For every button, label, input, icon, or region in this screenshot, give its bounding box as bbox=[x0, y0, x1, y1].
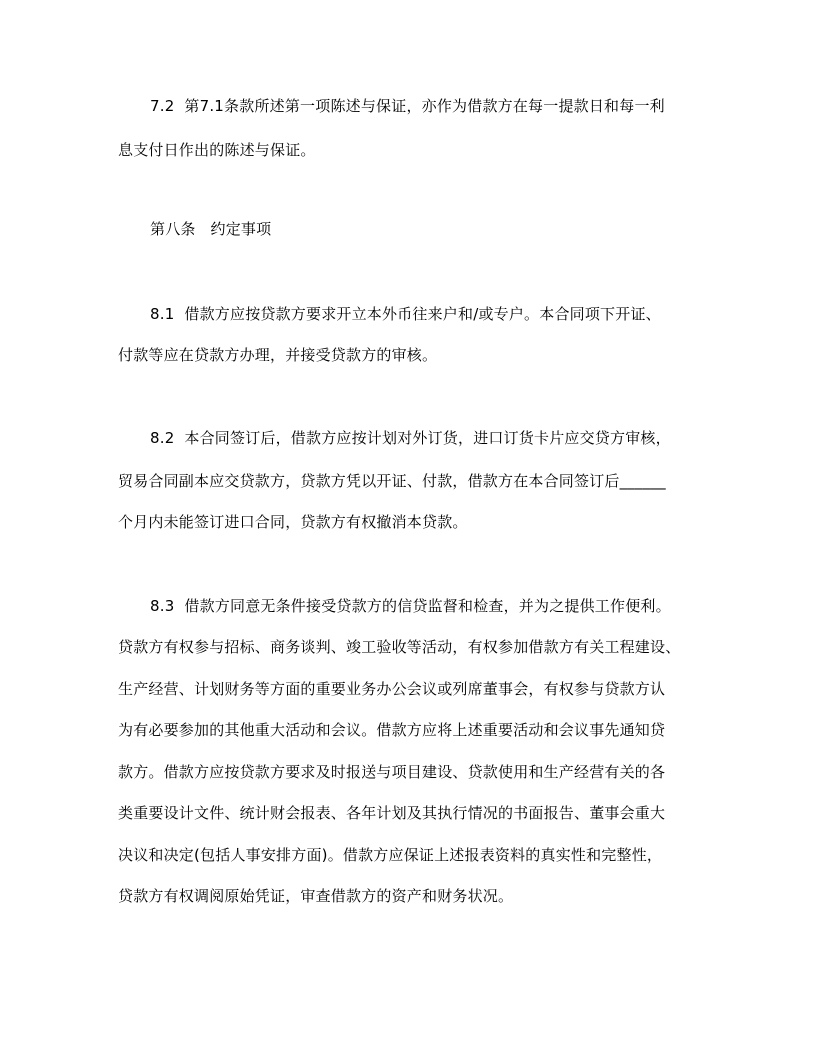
section-8-1-line-2: 付款等应在贷款方办理，并接受贷款方的审核。 bbox=[118, 346, 438, 364]
section-7-2-line-2: 息支付日作出的陈述与保证。 bbox=[118, 141, 316, 159]
section-8-3-line-6: 类重要设计文件、统计财会报表、各年计划及其执行情况的书面报告、董事会重大 bbox=[118, 804, 666, 822]
section-7-2-line-1: 7.2 第7.1条款所述第一项陈述与保证，亦作为借款方在每一提款日和每一利 bbox=[150, 97, 665, 115]
section-8-3-line-8: 贷款方有权调阅原始凭证，审查借款方的资产和财务状况。 bbox=[118, 887, 514, 905]
section-8-2-line-3: 个月内未能签订进口合同，贷款方有权撤消本贷款。 bbox=[118, 513, 468, 531]
section-8-3-line-7: 决议和决定(包括人事安排方面)。借款方应保证上述报表资料的真实性和完整性， bbox=[118, 846, 663, 864]
section-8-1-line-1: 8.1 借款方应按贷款方要求开立本外币往来户和/或专户。本合同项下开证、 bbox=[150, 305, 661, 323]
article-8-heading: 第八条 约定事项 bbox=[150, 220, 272, 238]
section-8-3-line-5: 款方。借款方应按贷款方要求及时报送与项目建设、贷款使用和生产经营有关的各 bbox=[118, 763, 666, 781]
section-8-3-line-3: 生产经营、计划财务等方面的重要业务办公会议或列席董事会，有权参与贷款方认 bbox=[118, 680, 666, 698]
section-8-2-line-2: 贸易合同副本应交贷款方，贷款方凭以开证、付款，借款方在本合同签订后______ bbox=[118, 472, 666, 490]
section-8-3-line-2: 贷款方有权参与招标、商务谈判、竣工验收等活动，有权参加借款方有关工程建设、 bbox=[118, 638, 681, 656]
section-8-2-line-1: 8.2 本合同签订后，借款方应按计划对外订货，进口订货卡片应交贷方审核， bbox=[150, 429, 671, 447]
section-8-3-line-4: 为有必要参加的其他重大活动和会议。借款方应将上述重要活动和会议事先通知贷 bbox=[118, 721, 666, 739]
section-8-3-line-1: 8.3 借款方同意无条件接受贷款方的信贷监督和检查，并为之提供工作便利。 bbox=[150, 597, 671, 615]
